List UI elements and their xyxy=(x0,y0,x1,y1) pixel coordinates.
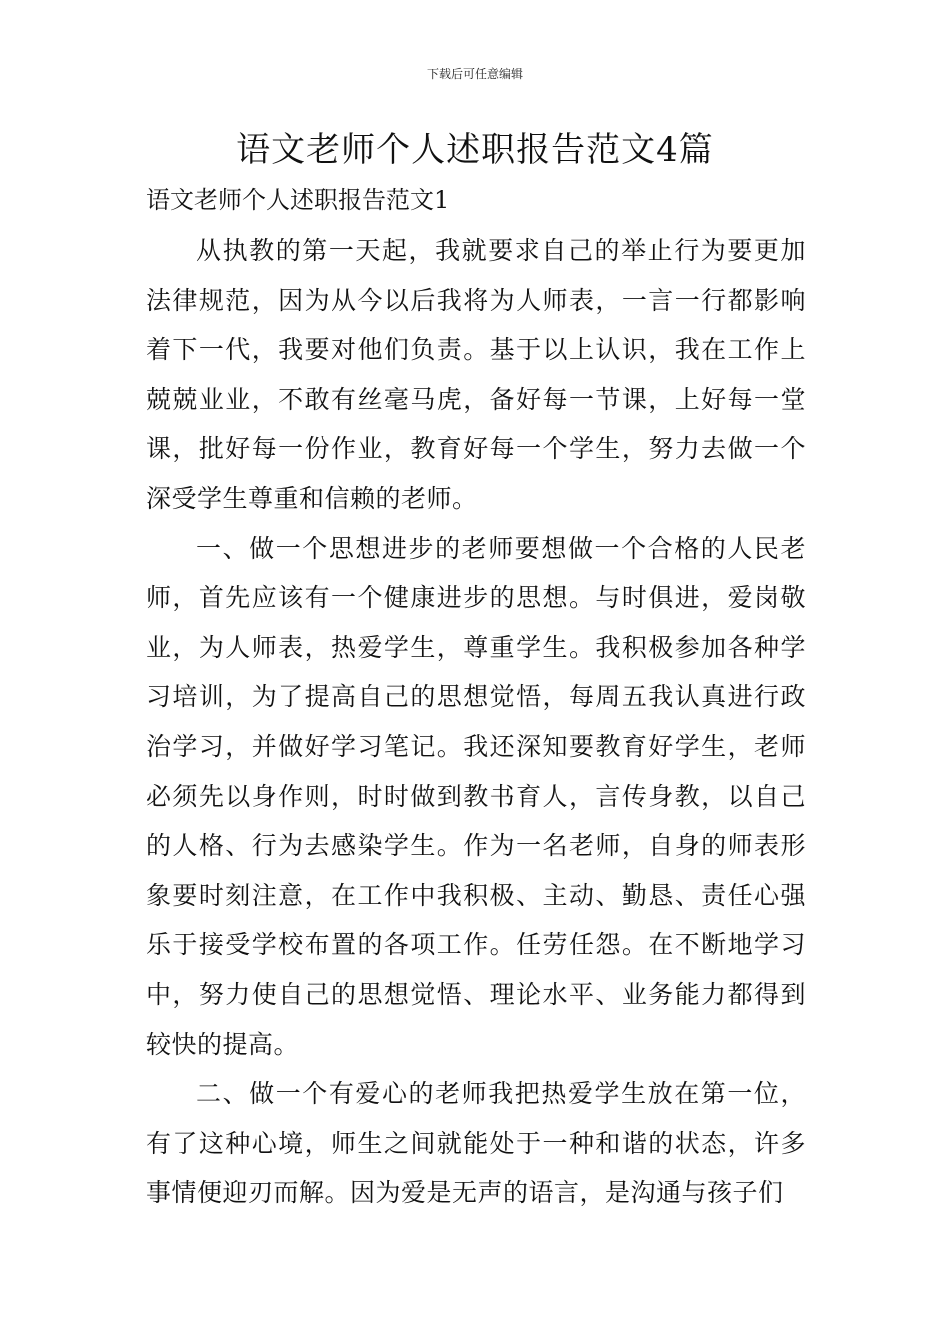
section-subtitle: 语文老师个人述职报告范文1 xyxy=(146,186,450,214)
header-note: 下载后可任意编辑 xyxy=(426,67,523,81)
paragraph-intro: 从执教的第一天起，我就要求自己的举止行为要更加法律规范，因为从今以后我将为人师表，一言一行都影响着下一代，我要对他们负责。基于以上认识，我在工作上兢兢业业，不敢有丝毫马虎，备好每一节课，上好每一堂课，批好每一份作业，教育好每一个学生，努力去做一个深受学生尊重和信赖的老师。 xyxy=(146,236,806,513)
paragraph-section-2: 二、做一个有爱心的老师我把热爱学生放在第一位，有了这种心境，师生之间就能处于一种和谐的状态，许多事情便迎刃而解。因为爱是无声的语言，是沟通与孩子们 xyxy=(146,1079,806,1208)
paragraph-section-1: 一、做一个思想进步的老师要想做一个合格的人民老师，首先应该有一个健康进步的思想。与时俱进，爱岗敬业，为人师表，热爱学生，尊重学生。我积极参加各种学习培训，为了提高自己的思想觉悟，每周五我认真进行政治学习，并做好学习笔记。我还深知要教育好学生，老师必须先以身作则，时时做到教书育人，言传身教，以自己的人格、行为去感染学生。作为一名老师，自身的师表形象要时刻注意，在工作中我积极、主动、勤恳、责任心强乐于接受学校布置的各项工作。任劳任怨。在不断地学习中，努力使自己的思想觉悟、理论水平、业务能力都得到较快的提高。 xyxy=(146,533,806,1059)
body-text xyxy=(146,226,806,1218)
document-title: 语文老师个人述职报告范文4篇 xyxy=(236,130,714,170)
